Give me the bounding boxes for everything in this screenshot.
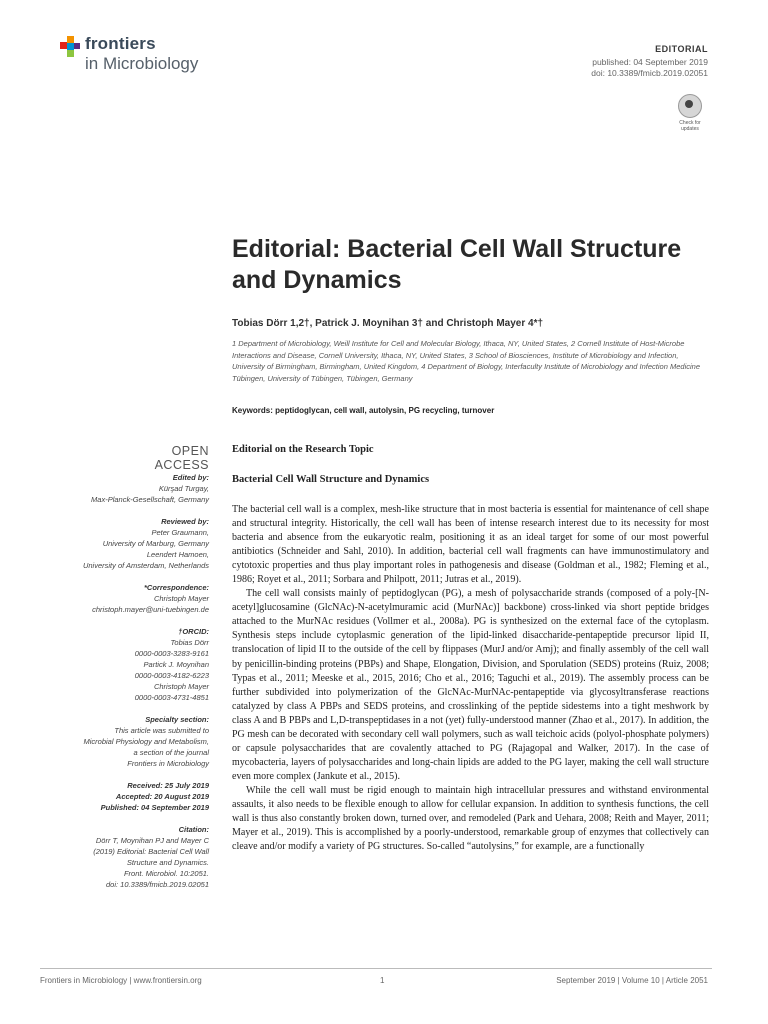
specialty-line: Microbial Physiology and Metabolism, [83,737,209,746]
editor-name: Kürşad Turgay, [158,484,209,493]
logo-text-journal: in Microbiology [85,54,199,73]
reviewer-affiliation: University of Marburg, Germany [102,539,209,548]
orcid-id[interactable]: 0000-0003-4182-6223 [134,671,209,680]
keywords [232,406,712,415]
body-paragraph: The cell wall consists mainly of peptidoglycan (PG), a mesh of polysaccharide strands (composed of a poly-[N-acetyl]glucosamine (GlcNAc)-N-acetylmuramic acid (MurNAc)] backbone) cross-linked via short peptide bridges attached to the MurNAc residues (Vollmer et al., 2008a). PG is synthesized on the external face of the cytoplasm. Synthesis steps include cytoplasmic generation of the lipid-linked disaccharide-pentapeptide precursor lipid II, translocation of lipid II to the outside of the cell by flippases (MurJ and/or Amj); and finally assembly of the cell wall by penicillin-binding proteins (PBPs) and Shape, Elongation, Division, and Sporulation (SEDS) proteins (Ruiz, 2008; Typas et al., 2011; Meeske et al., 2015, 2016; Cho et al., 2016; Taguchi et al., 2019). The assembly process can be further subdivided into polymerization of the GlcNAc-MurNAc-pentapeptide via glycosyltransferase reactions catalyzed by class A PBPs and SEDS proteins, and crosslinking of the peptide sidestems into a tight meshwork by class A and B PBPs and L,D-transpeptidases in a not (yet) fully-understood manner (Zhao et al., 2017). In addition, the PG mesh can be decorated with secondary cell wall polymers, such as wall teichoic acids (polyol-phosphate polymers) or capsule polysaccharides that are covalently attached to PG (Rajagopal and Walker, 2017). In the case of mycobacteria, layers of polysaccharides and long-chain lipids are added to the PG layer, making the cell wall structure even more complex (Jankute et al., 2015). [232,588,709,782]
editor-affiliation: Max-Planck-Gesellschaft, Germany [91,495,209,504]
citation-line: Dörr T, Moynihan PJ and Mayer C [95,836,209,845]
reviewer-name: Leendert Hamoen, [146,550,209,559]
footer-divider [40,968,712,969]
specialty-line: This article was submitted to [114,726,209,735]
open-access-label: OPEN ACCESS [154,444,209,472]
reviewed-by-heading: Reviewed by: [161,517,209,526]
research-topic-label: Editorial on the Research Topic [232,444,374,455]
published-date-sidebar: Published: 04 September 2019 [100,803,209,812]
reviewer-name: Peter Graumann, [151,528,209,537]
article-sidebar [40,472,209,890]
affiliations: 1 Department of Microbiology, Weill Institute for Cell and Molecular Biology, Ithaca, NY, United States, 2 Cornell Institute of Host-Microbe Interactions and Disease, Cornell University, Ithaca, NY, United States, 3 School of Biosciences, Institute of Microbiology and Infection, University of Birmingham, Birmingham, United Kingdom, 4 Department of Biology, Interfaculty Institute of Microbiology and Infection Medicine Tübingen, University of Tübingen, Tübingen, Germany [232,339,700,383]
page-number: 1 [380,976,385,985]
orcid-id[interactable]: 0000-0003-3283-9161 [134,649,209,658]
specialty-heading: Specialty section: [145,715,209,724]
article-title: Editorial: Bacterial Cell Wall Structure and Dynamics [232,235,682,294]
correspondence-name: Christoph Mayer [153,594,209,603]
doi-link[interactable]: doi: 10.3389/fmicb.2019.02051 [591,68,708,78]
footer-issue-info: September 2019 | Volume 10 | Article 2051 [556,976,708,985]
article-type: EDITORIAL [655,44,708,54]
citation-line: Structure and Dynamics. [126,858,209,867]
specialty-line: Frontiers in Microbiology [127,759,209,768]
check-updates-icon [678,94,702,118]
orcid-name: Tobias Dörr [170,638,209,647]
orcid-name: Partick J. Moynihan [143,660,209,669]
published-date: published: 04 September 2019 [592,57,708,67]
body-paragraph: While the cell wall must be rigid enough to maintain high intracellular pressures and withstand environmental assaults, it also needs to be flexible enough to allow for cellular expansion. In addition to synthesis functions, the cell wall is thus also constantly broken down, turned over, and remodeled (Park and Uehara, 2008; Reith and Mayer, 2011; Mayer et al., 2019). This is accomplished by a poorly-understood, remarkable group of enzymes that collectively can cleave and/or modify a variety of PG structures. So-called “autolysins,” for example, are a functionally [232,784,709,853]
edited-by-heading: Edited by: [172,473,209,482]
body-paragraph: The bacterial cell wall is a complex, mesh-like structure that in most bacteria is essential for maintenance of cell shape and structural integrity. Historically, the cell wall has been of intense research interest due to its necessity for most bacteria and absence from the eukaryotic realm, positioning it as an ideal target for some of our most powerful antibiotics (Schneider and Sahl, 2010). In addition, bacterial cell wall fragments can have immunostimulatory and cytotoxic properties and thus play important roles in pathogenesis and disease (Goldman et al., 1982; Fleming et al., 1986; Royet et al., 2011; Sorbara and Philpott, 2011; Jutras et al., 2019). [232,504,709,586]
research-topic-title[interactable]: Bacterial Cell Wall Structure and Dynamics [232,474,430,485]
orcid-heading: †ORCID: [178,627,209,636]
journal-logo [60,34,220,80]
author-list: Tobias Dörr 1,2†, Patrick J. Moynihan 3† and Christoph Mayer 4*† [232,318,544,329]
specialty-line: a section of the journal [133,748,209,757]
accepted-date: Accepted: 20 August 2019 [115,792,209,801]
orcid-name: Christoph Mayer [153,682,209,691]
logo-text-frontiers: frontiers [85,34,156,53]
footer-journal-link[interactable]: Frontiers in Microbiology | www.frontiersin.org [40,976,202,985]
check-for-updates-button[interactable] [674,94,706,132]
frontiers-logo-icon [60,36,82,58]
reviewer-affiliation: University of Amsterdam, Netherlands [82,561,209,570]
citation-line: Front. Microbiol. 10:2051. [123,869,209,878]
keywords-value: peptidoglycan, cell wall, autolysin, PG recycling, turnover [275,406,495,415]
citation-heading: Citation: [178,825,209,834]
keywords-label: Keywords: [232,406,273,415]
check-updates-label: Check for updates [679,120,701,132]
correspondence-heading: *Correspondence: [143,583,209,592]
citation-line[interactable]: doi: 10.3389/fmicb.2019.02051 [106,880,209,889]
correspondence-email[interactable]: christoph.mayer@uni-tuebingen.de [92,605,209,614]
citation-line: (2019) Editorial: Bacterial Cell Wall [93,847,209,856]
orcid-id[interactable]: 0000-0003-4731-4851 [134,693,209,702]
received-date: Received: 25 July 2019 [127,781,209,790]
article-body [232,503,709,854]
